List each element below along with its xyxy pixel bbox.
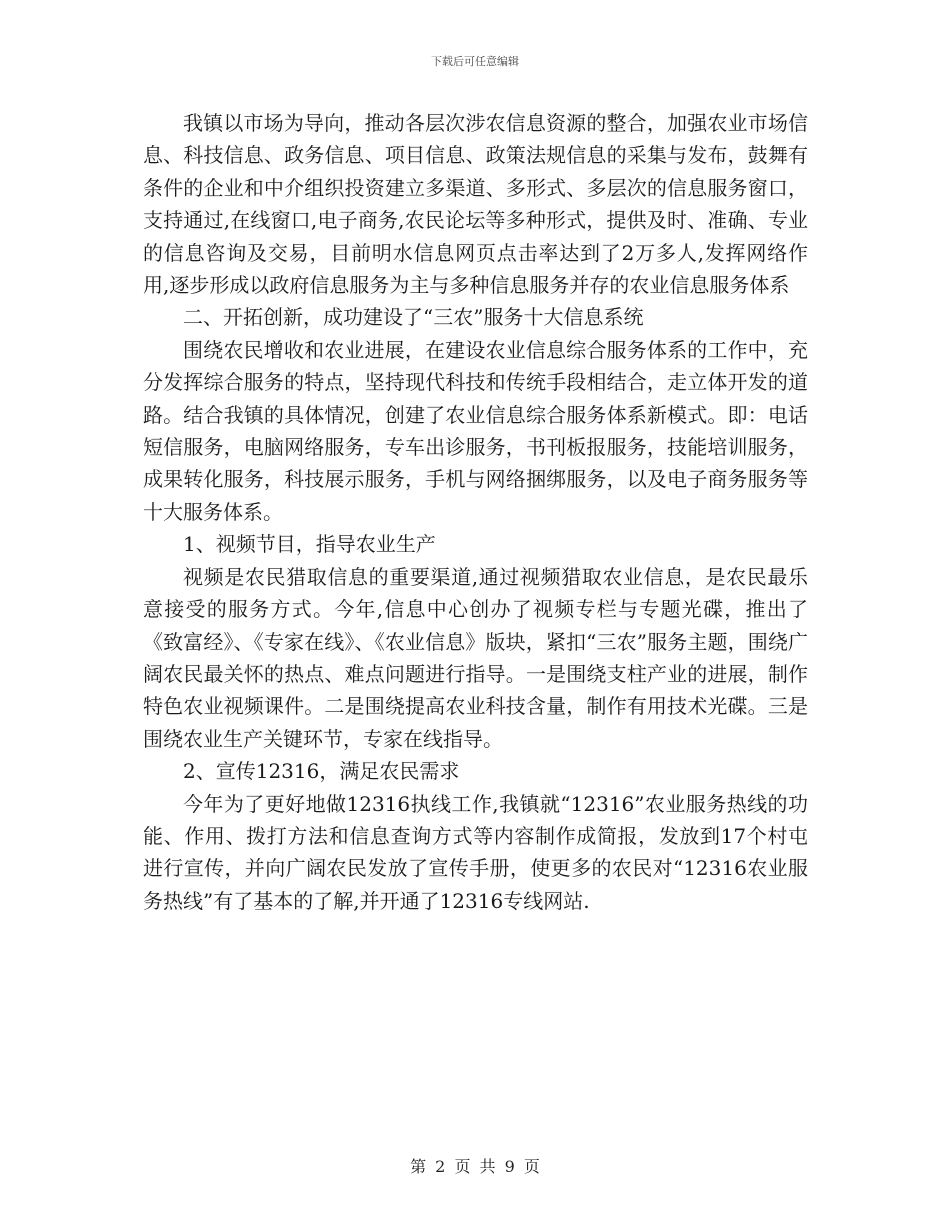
page-header: 下载后可任意编辑 (431, 55, 519, 68)
section-heading-two: 二、开拓创新，成功建设了“三农”服务十大信息系统 (183, 305, 644, 330)
subheading-video-programs: 1、视频节目，指导农业生产 (183, 532, 436, 557)
page-number: 第 2 页 共 9 页 (410, 1157, 540, 1176)
paragraph-info-integration: 我镇以市场为导向，推动各层次涉农信息资源的整合，加强农业市场信息、科技信息、政务信息、项目信息、政策法规信息的采集与发布，鼓舞有条件的企业和中介组织投资建立多渠道、多形式、多层次的信息服务窗口，支持通过,在线窗口,电子商务,农民论坛等多种形式，提供及时、准确、专业的信息咨询及交易，目前明水信息网页点击率达到了2万多人,发挥网络作用,逐步形成以政府信息服务为主与多种信息服务并存的农业信息服务体系 (143, 111, 808, 298)
paragraph-service-system: 围绕农民增收和农业进展，在建设农业信息综合服务体系的工作中，充分发挥综合服务的特点，坚持现代科技和传统手段相结合，走立体开发的道路。结合我镇的具体情况，创建了农业信息综合服务体系新模式。即：电话短信服务，电脑网络服务，专车出诊服务，书刊板报服务，技能培训服务，成果转化服务，科技展示服务，手机与网络捆绑服务，以及电子商务服务等十大服务体系。 (143, 337, 808, 524)
subheading-hotline-12316: 2、宣传12316，满足农民需求 (183, 759, 460, 784)
paragraph-hotline-12316: 今年为了更好地做12316执线工作,我镇就“12316”农业服务热线的功能、作用、拨打方法和信息查询方式等内容制作成简报，发放到17个村屯进行宣传，并向广阔农民发放了宣传手册，使更多的农民对“12316农业服务热线”有了基本的了解,并开通了12316专线网站. (143, 791, 808, 913)
document-body (143, 107, 808, 917)
paragraph-video-programs: 视频是农民猎取信息的重要渠道,通过视频猎取农业信息，是农民最乐意接受的服务方式。今年,信息中心创办了视频专栏与专题光碟，推出了《致富经》、《专家在线》、《农业信息》版块，紧扣“三农”服务主题，围绕广阔农民最关怀的热点、难点问题进行指导。一是围绕支柱产业的进展，制作特色农业视频课件。二是围绕提高农业科技含量，制作有用技术光碟。三是围绕农业生产关键环节，专家在线指导。 (143, 564, 808, 751)
